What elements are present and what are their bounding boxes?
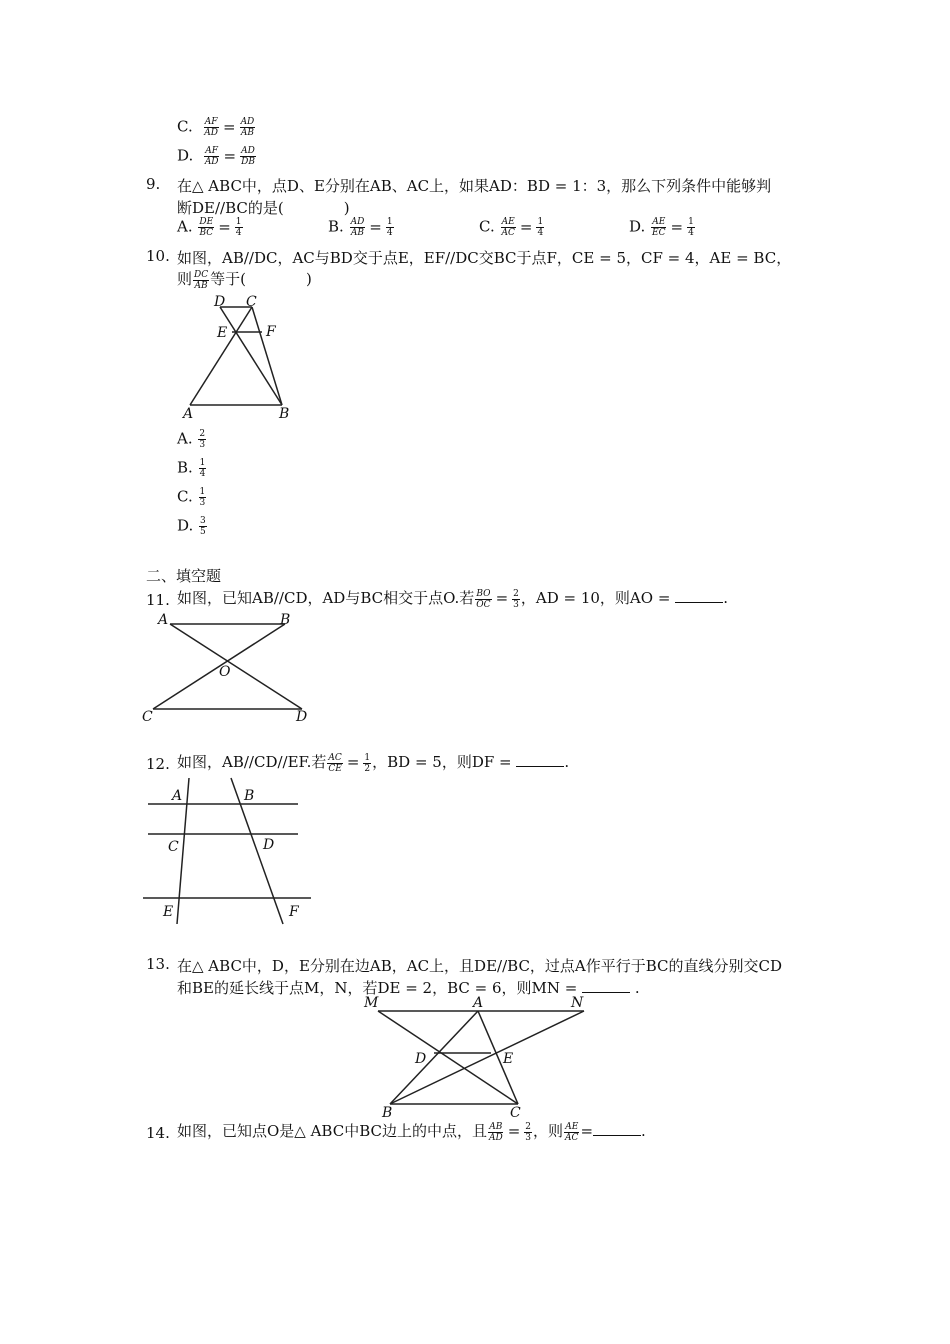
q11-label-c: C xyxy=(142,709,153,725)
q10-label-a: A xyxy=(183,406,194,422)
q10-label-b: B xyxy=(279,406,290,422)
q13-number: 13. xyxy=(146,955,170,973)
q12-number: 12. xyxy=(146,755,170,773)
q10-option-a: A. $\frac{2}{3}$ xyxy=(177,429,206,450)
q12-label-b: B xyxy=(244,788,255,804)
q10-text-line2: 则 $\frac{DC}{AB}$ 等于( ) xyxy=(177,269,312,291)
q11-answer-blank[interactable] xyxy=(675,590,723,603)
q12-label-e: E xyxy=(163,904,174,920)
q11-number: 11. xyxy=(146,591,170,609)
q12-label-c: C xyxy=(168,839,179,855)
q9-option-d: D. $\frac{AE}{EC}$ = $\frac{1}{4}$ xyxy=(629,217,694,238)
q10-label-f: F xyxy=(266,324,276,340)
q14-number: 14. xyxy=(146,1124,170,1142)
q10-figure xyxy=(180,295,300,420)
q13-label-b: B xyxy=(382,1105,393,1121)
q9-option-a: A. $\frac{DE}{BC}$ = $\frac{1}{4}$ xyxy=(177,217,242,238)
q10-option-b: B. $\frac{1}{4}$ xyxy=(177,458,206,479)
q11-text: 如图，已知AB//CD，AD与BC相交于点O.若 $\frac{BO}{OC}$ = $\frac{2}{3}$ ，AD = 10，则AO = . xyxy=(177,588,728,610)
q9-number: 9. xyxy=(146,175,161,193)
q11-label-b: B xyxy=(280,612,291,628)
q11-figure xyxy=(142,610,317,725)
q9-option-b: B. $\frac{AD}{AB}$ = $\frac{1}{4}$ xyxy=(328,217,393,238)
q10-option-d: D. $\frac{3}{5}$ xyxy=(177,516,206,537)
q12-label-d: D xyxy=(263,837,275,853)
q12-text: 如图，AB//CD//EF.若 $\frac{AC}{CE}$ = $\frac{1}{2}$ ，BD = 5，则DF = . xyxy=(177,752,570,774)
q10-text-line1: 如图，AB//DC，AC与BD交于点E，EF//DC交BC于点F，CE = 5，CF = 4，AE = BC， xyxy=(177,249,792,267)
q13-label-a: A xyxy=(473,995,484,1011)
q13-text-line1: 在△ ABC中，D，E分别在边AB，AC上，且DE//BC，过点A作平行于BC的直线分别交CD xyxy=(177,957,783,975)
q12-label-a: A xyxy=(172,788,183,804)
q11-label-o: O xyxy=(219,664,231,680)
q12-label-f: F xyxy=(289,904,299,920)
q11-label-a: A xyxy=(158,612,169,628)
q9-text-line2: 断DE//BC的是( ) xyxy=(177,199,350,217)
q8-option-c: C. $\frac{AF}{AD}$ = $\frac{AD}{AB}$ xyxy=(177,117,255,138)
q10-label-d: D xyxy=(214,294,226,310)
q13-figure xyxy=(360,995,595,1120)
q9-option-c: C. $\frac{AE}{AC}$ = $\frac{1}{4}$ xyxy=(479,217,544,238)
q14-text: 如图，已知点O是△ ABC中BC边上的中点，且 $\frac{AB}{AD}$ = $\frac{2}{3}$ ，则 $\frac{AE}{AC}$ = . xyxy=(177,1121,646,1143)
q13-label-d: D xyxy=(415,1051,427,1067)
q12-answer-blank[interactable] xyxy=(516,754,564,767)
q12-figure xyxy=(143,778,318,928)
q8-option-d: D. $\frac{AF}{AD}$ = $\frac{AD}{DB}$ xyxy=(177,146,255,167)
q10-label-c: C xyxy=(246,294,257,310)
q9-text-line1: 在△ ABC中，点D、E分别在AB、AC上，如果AD：BD = 1：3，那么下列条件中能够判 xyxy=(177,177,772,195)
section-heading: 二、填空题 xyxy=(146,567,222,585)
q14-answer-blank[interactable] xyxy=(593,1123,641,1136)
q13-text-line2: 和BE的延长线于点M，N，若DE = 2，BC = 6，则MN = . xyxy=(177,979,640,997)
q11-label-d: D xyxy=(296,709,308,725)
q10-label-e: E xyxy=(217,325,228,341)
q10-option-c: C. $\frac{1}{3}$ xyxy=(177,487,206,508)
q13-label-e: E xyxy=(503,1051,514,1067)
q13-label-m: M xyxy=(364,995,379,1011)
q13-label-c: C xyxy=(510,1105,521,1121)
q10-number: 10. xyxy=(146,247,170,265)
q13-answer-blank[interactable] xyxy=(582,980,630,993)
q13-label-n: N xyxy=(571,995,584,1011)
